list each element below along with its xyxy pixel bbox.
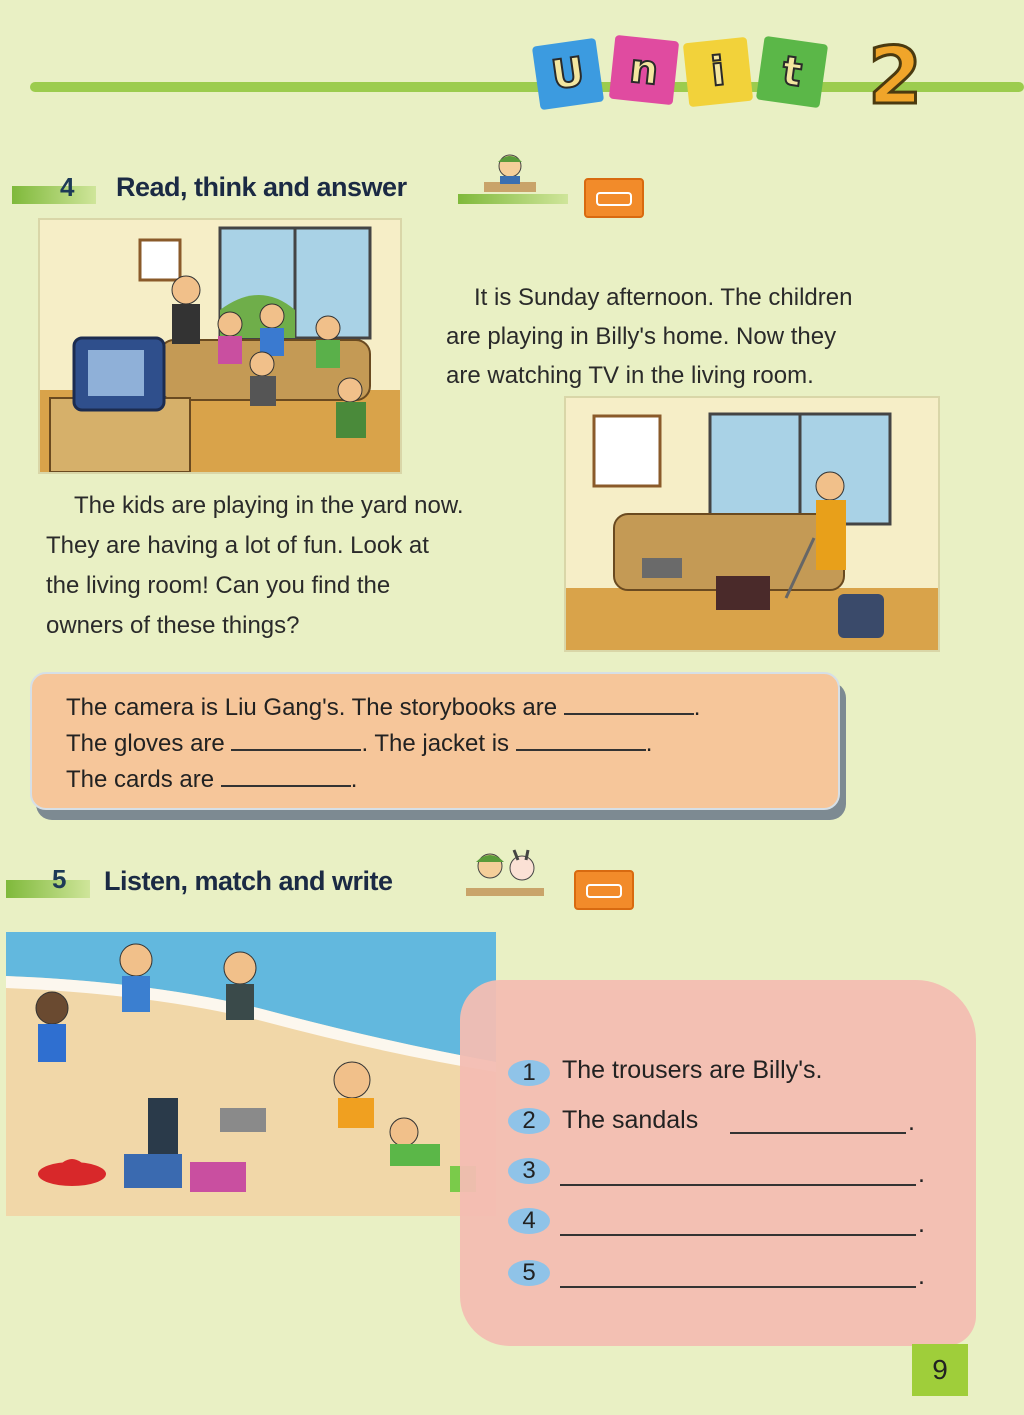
unit-letter-i: i [683,37,753,107]
page-number: 9 [912,1344,968,1396]
item-2-blank[interactable] [730,1112,906,1134]
answer-line-1-text: The camera is Liu Gang's. The storybooks are [66,694,558,721]
cassette-icon[interactable] [584,178,644,218]
item-4-blank[interactable] [560,1214,916,1236]
item-4-end: . [918,1210,925,1238]
answer-line-1 [66,690,700,726]
answer-line-2 [66,726,652,762]
answer-box [30,672,840,810]
section4-bar [12,186,96,204]
item-1-text: The trousers are Billy's. [562,1056,823,1084]
paragraph2-line4: owners of these things? [46,612,300,639]
item-2-end: . [908,1108,915,1136]
paragraph1-line3: are watching TV in the living room. [446,362,814,389]
answer-line-3-end: . [350,766,358,793]
beach-picture [6,932,496,1216]
gloves-blank[interactable] [231,729,361,751]
item-5-number: 5 [508,1260,550,1286]
answer-line-3 [66,762,357,798]
unit-number: 2 [868,32,923,122]
paragraph1-line2: are playing in Billy's home. Now they [446,323,837,350]
answer-line-2-text-a: The gloves are [66,730,225,757]
item-5-blank[interactable] [560,1266,916,1288]
unit-letter-t: t [756,36,828,108]
answer-line-1-end: . [693,694,701,721]
paragraph1-line1: It is Sunday afternoon. The children [474,284,853,311]
section5-bar [6,880,90,898]
paragraph2-line2: They are having a lot of fun. Look at [46,532,429,559]
item-3-end: . [918,1160,925,1188]
jacket-blank[interactable] [516,729,646,751]
item-2-text: The sandals [562,1106,699,1134]
paragraph2-line1: The kids are playing in the yard now. [74,492,464,519]
item-4-number: 4 [508,1208,550,1234]
paragraph2-line3: the living room! Can you find the [46,572,391,599]
cards-blank[interactable] [221,765,351,787]
section5-title: Listen, match and write [104,866,393,896]
section5-number: 5 [52,864,67,894]
item-1-number: 1 [508,1060,550,1086]
listening-kids-icon [462,844,548,900]
unit-letter-u: U [532,38,604,110]
section4-number: 4 [60,172,75,202]
item-3-blank[interactable] [560,1164,916,1186]
section4-title: Read, think and answer [116,172,407,202]
unit-letter-n: n [609,35,679,105]
answer-line-3-text: The cards are [66,766,215,793]
reading-kid-icon [482,150,538,196]
item-5-end: . [918,1262,925,1290]
item-3-number: 3 [508,1158,550,1184]
answer-line-2-text-b: . The jacket is [361,730,510,757]
living-room-picture-1 [38,218,402,474]
item-2-number: 2 [508,1108,550,1134]
answer-line-2-end: . [645,730,653,757]
cassette-icon-2[interactable] [574,870,634,910]
storybooks-blank[interactable] [564,693,694,715]
living-room-picture-2 [564,396,940,652]
